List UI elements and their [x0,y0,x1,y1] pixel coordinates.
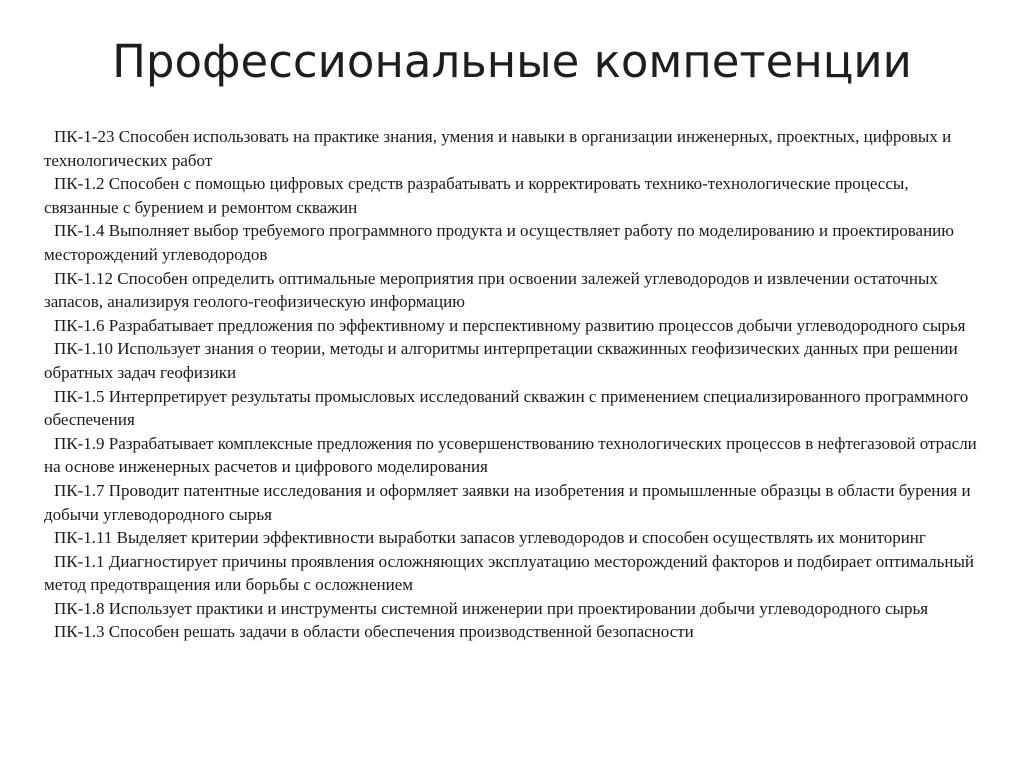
competency-item: ПК-1.8 Использует практики и инструменты системной инженерии при проектировании добычи углеводородного сырья [54,598,929,618]
competency-item: ПК-1.4 Выполняет выбор требуемого программного продукта и осуществляет работу по моделированию и проектированию месторождений углеводородов [44,221,954,264]
slide-title: Профессиональные компетенции [112,35,912,88]
competency-item: ПК-1.3 Способен решать задачи в области обеспечения производственной безопасности [54,622,694,642]
competency-item: ПК-1.5 Интерпретирует результаты промысловых исследований скважин с применением специализированного программного обеспечения [44,386,969,430]
competency-item: ПК-1.11 Выделяет критерии эффективности выработки запасов углеводородов и способен осуществлять их мониторинг [54,528,926,548]
competency-item: ПК-1-23 Способен использовать на практике знания, умения и навыки в организации инженерных, проектных, цифровых и технологических работ [44,127,952,170]
competency-item: ПК-1.2 Способен с помощью цифровых средств разрабатывать и корректировать технико-технологические процессы, связанные с бурением и ремонтом скважин [44,174,909,217]
competency-item: ПК-1.7 Проводит патентные исследования и оформляет заявки на изобретения и промышленные образцы в области бурения и добычи углеводородного сырья [44,480,971,524]
competency-item: ПК-1.10 Использует знания о теории, методы и алгоритмы интерпретации скважинных геофизических данных при решении обратных задач геофизики [44,339,958,382]
competency-item: ПК-1.9 Разрабатывает комплексные предложения по усовершенствованию технологических процессов в нефтегазовой отрасли на основе инженерных расчетов и цифрового моделирования [44,433,977,477]
competency-list [44,125,980,644]
competency-item: ПК-1.1 Диагностирует причины проявления осложняющих эксплуатацию месторождений факторов и подбирает оптимальный метод предотвращения или борьбы с осложнением [44,551,975,595]
competency-item: ПК-1.6 Разрабатывает предложения по эффективному и перспективному развитию процессов добычи углеводородного сырья [54,315,966,335]
competency-item: ПК-1.12 Способен определить оптимальные мероприятия при освоении залежей углеводородов и извлечении остаточных запасов, анализируя геолого-геофизическую информацию [44,268,938,312]
